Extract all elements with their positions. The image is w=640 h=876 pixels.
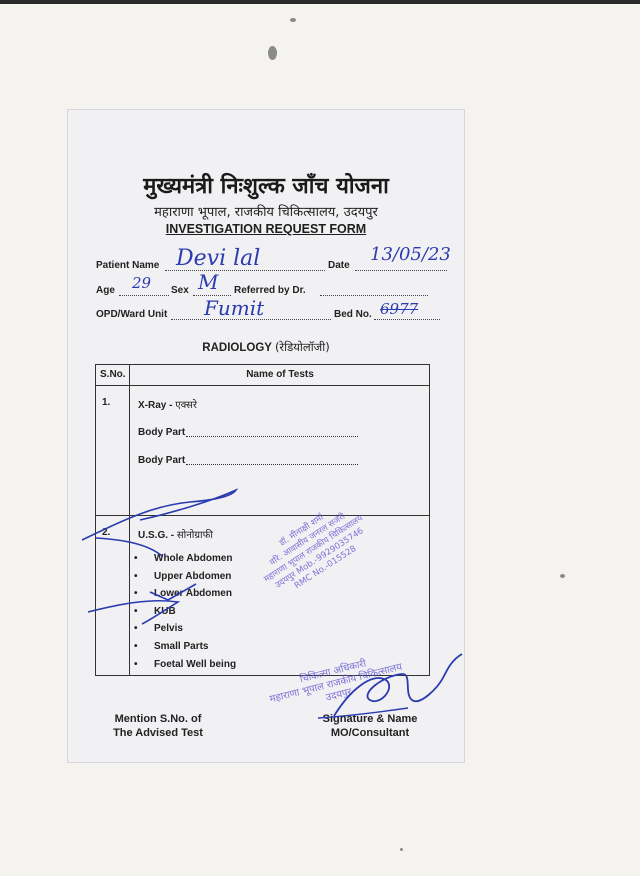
table-column-divider — [129, 365, 130, 675]
body-part-field[interactable] — [186, 427, 358, 437]
opd-ward-label: OPD/Ward Unit — [96, 309, 168, 320]
xray-label-hindi: एक्सरे — [175, 400, 198, 411]
investigation-form-sheet — [68, 110, 464, 762]
bed-no-label: Bed No. — [334, 309, 372, 320]
opd-ward-value: Fumit — [204, 296, 265, 320]
date-label: Date — [328, 260, 350, 271]
hospital-name: महाराणा भूपाल, राजकीय चिकित्सालय, उदयपुर — [154, 205, 378, 220]
mention-sno-line2: The Advised Test — [113, 727, 203, 739]
usg-options-list — [134, 553, 236, 676]
body-part-label: Body Part — [138, 427, 186, 438]
referred-by-label: Referred by Dr. — [234, 285, 306, 296]
patient-name-label: Patient Name — [96, 260, 160, 271]
radiology-title-hindi: (रेडियोलॉजी) — [274, 340, 330, 354]
body-part-label: Body Part — [138, 455, 186, 466]
signature-line2: MO/Consultant — [330, 727, 410, 739]
mention-sno-line1: Mention S.No. of — [114, 713, 202, 725]
bed-no-value: 6977 — [380, 300, 419, 318]
age-label: Age — [96, 285, 115, 296]
usg-option-pelvis[interactable]: • Pelvis — [134, 623, 236, 641]
usg-option-foetal-well-being[interactable]: • Foetal Well being — [134, 659, 236, 677]
radiology-heading — [68, 340, 464, 355]
usg-option-upper-abdomen[interactable]: • Upper Abdomen — [134, 571, 236, 589]
col-tests-header: Name of Tests — [246, 369, 314, 380]
date-value: 13/05/23 — [370, 244, 451, 265]
scan-top-edge — [0, 0, 640, 4]
body-part-field[interactable] — [186, 455, 358, 465]
radiology-title: RADIOLOGY — [202, 342, 272, 354]
signature-label — [308, 712, 432, 740]
usg-label: U.S.G. - — [138, 530, 175, 541]
usg-option-lower-abdomen[interactable]: • Lower Abdomen — [134, 588, 236, 606]
mention-sno-note — [98, 712, 218, 740]
scan-speck — [268, 46, 277, 60]
form-title: INVESTIGATION REQUEST FORM — [165, 222, 367, 236]
signature-line1: Signature & Name — [322, 713, 418, 725]
xray-label: X-Ray - — [138, 400, 173, 411]
doctor-stamp: डॉ. मीनाक्षी शर्मा वरि. आवासीय जनरल सर्जरी महाराणा भूपाल राजकीय चिकित्सालय उदयपुर Mob.-9929035746 RMC No.-015528 — [262, 511, 366, 592]
row1-sno: 1. — [102, 397, 111, 408]
xray-test[interactable] — [138, 397, 197, 411]
usg-option-small-parts[interactable]: • Small Parts — [134, 641, 236, 659]
table-row-divider — [96, 515, 429, 516]
row2-sno: 2. — [102, 527, 111, 538]
age-value: 29 — [132, 274, 152, 292]
usg-test[interactable] — [138, 527, 213, 541]
tests-table — [95, 364, 430, 676]
scheme-title: मुख्यमंत्री निःशुल्क जाँच योजना — [143, 174, 389, 199]
usg-option-whole-abdomen[interactable]: • Whole Abdomen — [134, 553, 236, 571]
scan-speck — [560, 574, 565, 578]
usg-option-kub[interactable]: • KUB — [134, 606, 236, 624]
usg-label-hindi: सोनोग्राफी — [176, 530, 213, 541]
sex-label: Sex — [171, 285, 189, 296]
medical-officer-stamp: चिकित्सा अधिकारी महाराणा भूपाल राजकीय चिकित्सालय उदयपुर — [268, 658, 404, 706]
table-header-divider — [96, 385, 429, 386]
patient-name-value: Devi lal — [176, 246, 261, 271]
referred-by-field[interactable] — [320, 285, 428, 296]
scan-speck — [400, 848, 403, 851]
scan-speck — [290, 18, 296, 22]
col-sno-header: S.No. — [100, 369, 126, 380]
sex-value: M — [198, 270, 219, 294]
